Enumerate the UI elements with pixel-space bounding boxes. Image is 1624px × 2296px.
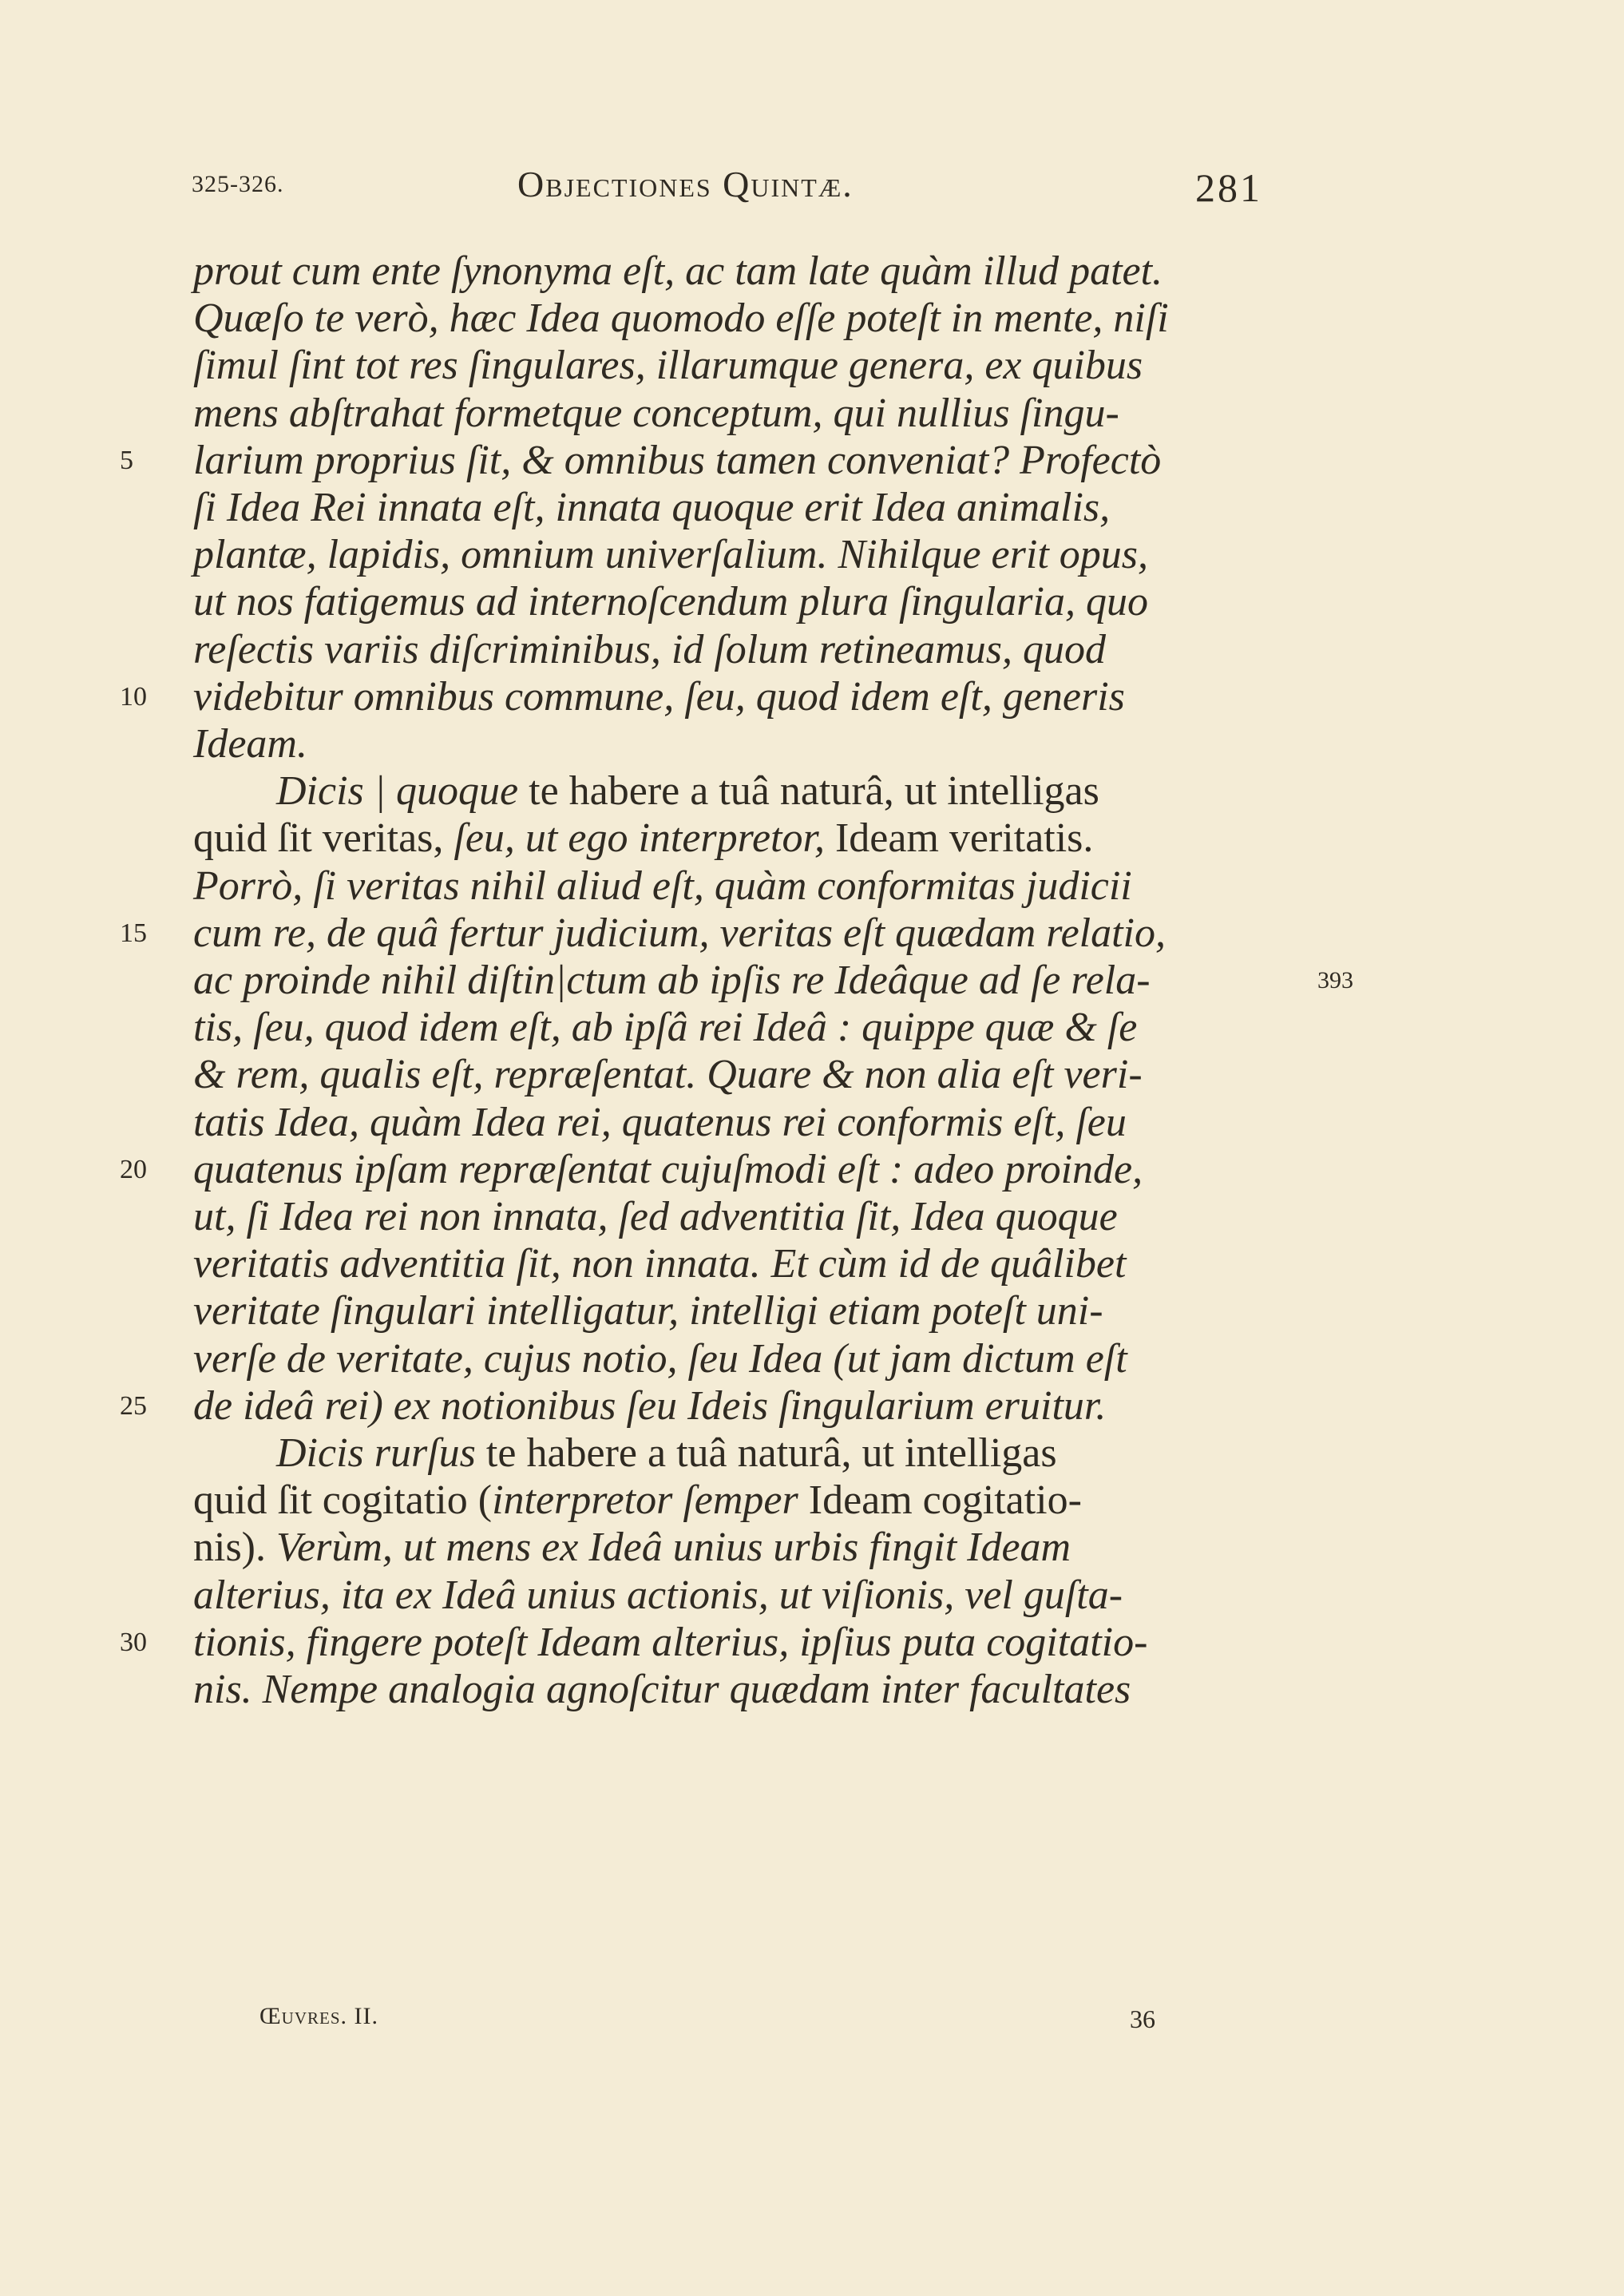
text-segment: cum re, de quâ fertur judicium, veritas eſt quædam relatio, bbox=[193, 910, 1166, 956]
text-segment: te habere a tuâ naturâ, ut intelligas bbox=[518, 768, 1099, 815]
text-segment: larium proprius ſit, & omnibus tamen conveniat? Profectò bbox=[193, 437, 1162, 483]
text-segment: videbitur omnibus commune, ſeu, quod idem eſt, generis bbox=[193, 673, 1125, 720]
text-segment: Dicis | quoque bbox=[193, 768, 519, 815]
text-line bbox=[193, 484, 1271, 532]
line-number: 15 bbox=[120, 918, 147, 948]
text-segment: quatenus ipſam repræſentat cujuſmodi eſt : adeo proinde, bbox=[193, 1146, 1143, 1192]
running-head-pages: 325-326. bbox=[192, 171, 284, 197]
text-segment: quid ſit veritas, bbox=[193, 815, 454, 862]
text-line bbox=[193, 390, 1271, 438]
text-line bbox=[193, 1430, 1271, 1477]
footer-signature: 36 bbox=[1130, 2005, 1155, 2033]
text-segment: nis. Nempe analogia agnoſcitur quædam inter facultates bbox=[193, 1667, 1131, 1712]
text-line bbox=[193, 1193, 1271, 1241]
line-number: 20 bbox=[120, 1154, 147, 1184]
text-segment: Ideam. bbox=[193, 721, 307, 767]
text-segment: Verùm, ut mens ex Ideâ unius urbis fingit Ideam bbox=[276, 1525, 1071, 1571]
text-segment: tionis, fingere poteſt Ideam alterius, ipſius puta cogitatio- bbox=[193, 1619, 1148, 1665]
text-line bbox=[193, 342, 1271, 390]
line-number: 10 bbox=[120, 681, 147, 712]
footer-volume: Œuvres. II. bbox=[259, 2003, 378, 2029]
text-segment: te habere a tuâ naturâ, ut intelligas bbox=[475, 1430, 1057, 1476]
text-line bbox=[193, 295, 1271, 343]
text-line bbox=[193, 910, 1271, 958]
text-line bbox=[193, 1619, 1271, 1667]
text-segment: ut nos fatigemus ad internoſcendum plura ſingularia, quo bbox=[193, 579, 1148, 625]
text-segment: plantæ, lapidis, omnium univerſalium. Nihilque erit opus, bbox=[193, 532, 1148, 578]
text-line bbox=[193, 673, 1271, 721]
text-line bbox=[193, 815, 1271, 862]
text-segment: ac proinde nihil diſtin|ctum ab ipſis re Ideâque ad ſe rela- bbox=[193, 958, 1151, 1003]
margin-reference: 393 bbox=[1317, 967, 1353, 993]
text-line bbox=[193, 1335, 1271, 1383]
text-segment: quid ſit cogitatio ( bbox=[193, 1477, 493, 1524]
text-segment: nis). bbox=[193, 1525, 276, 1571]
text-line bbox=[193, 248, 1271, 295]
text-segment: veritate ſingulari intelligatur, intelligi etiam poteſt uni- bbox=[193, 1288, 1103, 1334]
text-line bbox=[193, 1524, 1271, 1572]
page-number: 281 bbox=[1195, 165, 1262, 210]
text-segment: Dicis rurſus bbox=[193, 1430, 476, 1476]
text-segment: Ideam veritatis. bbox=[824, 815, 1094, 862]
text-line bbox=[193, 1051, 1271, 1099]
text-line bbox=[193, 1146, 1271, 1194]
text-line bbox=[193, 1666, 1271, 1714]
text-line bbox=[193, 626, 1271, 674]
line-number: 30 bbox=[120, 1627, 147, 1657]
text-segment: prout cum ente ſynonyma eſt, ac tam late quàm illud patet. bbox=[193, 248, 1163, 294]
text-segment: tatis Idea, quàm Idea rei, quatenus rei conformis eſt, ſeu bbox=[193, 1099, 1127, 1145]
line-number: 5 bbox=[120, 445, 133, 475]
text-line bbox=[193, 1477, 1271, 1525]
text-segment: Porrò, ſi veritas nihil aliud eſt, quàm conformitas judicii bbox=[193, 862, 1132, 909]
text-line bbox=[193, 957, 1271, 1005]
text-segment: alterius, ita ex Ideâ unius actionis, ut viſionis, vel guſta- bbox=[193, 1572, 1123, 1618]
text-segment: ſi Idea Rei innata eſt, innata quoque erit Idea animalis, bbox=[193, 485, 1111, 530]
text-segment: ſimul ſint tot res ſingulares, illarumque genera, ex quibus bbox=[193, 343, 1143, 389]
text-line bbox=[193, 720, 1271, 768]
text-line bbox=[193, 1240, 1271, 1288]
running-head-title: Objectiones Quintæ. bbox=[517, 164, 854, 204]
text-segment: de ideâ rei) ex notionibus ſeu Ideis ſingularium eruitur. bbox=[193, 1382, 1107, 1429]
text-segment: tis, ſeu, quod idem eſt, ab ipſâ rei Ideâ : quippe quæ & ſe bbox=[193, 1005, 1138, 1051]
text-segment: reſectis variis diſcriminibus, id ſolum retineamus, quod bbox=[193, 626, 1106, 672]
text-segment: mens abſtrahat formetque conceptum, qui nullius ſingu- bbox=[193, 390, 1119, 436]
text-segment: Ideam cogitatio- bbox=[798, 1477, 1082, 1524]
text-segment: & rem, qualis eſt, repræſentat. Quare & non alia eſt veri- bbox=[193, 1052, 1143, 1098]
text-line bbox=[193, 862, 1271, 910]
text-line bbox=[193, 1382, 1271, 1430]
text-segment: ut, ſi Idea rei non innata, ſed adventitia ſit, Idea quoque bbox=[193, 1194, 1118, 1239]
text-segment: ſeu, ut ego interpretor, bbox=[454, 815, 825, 862]
text-segment: veritatis adventitia ſit, non innata. Et cùm id de quâlibet bbox=[193, 1241, 1127, 1287]
text-segment: interpretor ſemper bbox=[492, 1477, 798, 1524]
line-number: 25 bbox=[120, 1390, 147, 1421]
text-line bbox=[193, 437, 1271, 485]
text-segment: Quæſo te verò, hæc Idea quomodo eſſe poteſt in mente, niſi bbox=[193, 295, 1169, 342]
text-line bbox=[193, 767, 1271, 815]
text-line bbox=[193, 1099, 1271, 1147]
text-line bbox=[193, 1287, 1271, 1335]
text-line bbox=[193, 578, 1271, 626]
text-line bbox=[193, 1004, 1271, 1052]
text-line bbox=[193, 531, 1271, 579]
text-segment: verſe de veritate, cujus notio, ſeu Idea (ut jam dictum eſt bbox=[193, 1335, 1127, 1382]
text-line bbox=[193, 1572, 1271, 1620]
